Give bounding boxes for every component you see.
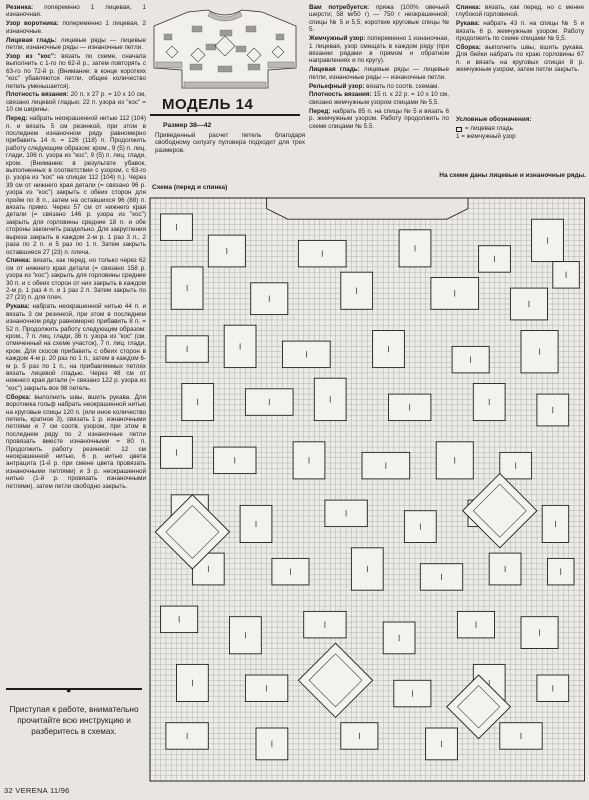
paragraph-text: вязать, как перед, но только через 62 см от нижнего края детали (= связано 158 р. узора из "кос") закрыть для горловины средние 30 п. и с обеих сторон от них закрыть в каждом 2-м р. 1 раз 4 п. и 1 раз 2 п. Затем закрыть по 27 (23) п. для плеч.	[6, 257, 146, 302]
paragraph-heading: Сборка:	[456, 44, 481, 52]
empty-square-icon	[456, 127, 462, 132]
instructions-column-left	[6, 4, 146, 492]
paragraph	[309, 35, 449, 65]
neckline-shape	[267, 198, 468, 219]
paragraph	[6, 4, 146, 19]
paragraph-text: вязать по соотв. схемам.	[364, 82, 440, 90]
paragraph-text: лицевые ряды — лицевые петли, изнаночные ряды — изнаночные петли.	[6, 36, 147, 52]
paragraph-heading: Лицевая гладь:	[6, 36, 57, 44]
knitting-chart	[148, 196, 585, 786]
model-size: Размер 38—42	[163, 122, 212, 129]
paragraph	[456, 20, 584, 42]
paragraph	[309, 83, 449, 90]
model-title: МОДЕЛЬ 14	[162, 96, 254, 113]
legend-item-seed	[456, 133, 584, 140]
paragraph	[309, 91, 449, 106]
paragraph-heading: Плотность вязания:	[309, 91, 372, 99]
paragraph	[6, 91, 146, 113]
bullet-icon: ●	[66, 685, 72, 695]
legend-item-stockinette	[456, 125, 584, 132]
page-footer: 32 VERENA 11/96	[4, 786, 70, 795]
paragraph-text: попеременно 1 изнаночная, 1 лицевая, узор смещать в каждом ряду (при вязании рядами в прямом и обратном направлениях и по кругу).	[309, 35, 450, 65]
paragraph-heading: Лицевая гладь:	[309, 66, 360, 74]
paragraph	[309, 108, 449, 130]
paragraph	[6, 53, 146, 90]
instruction-notice: ● Приступая к работе, внимательно прочитайте всю инструкцию и разберитесь в схемах.	[6, 688, 142, 737]
paragraph-heading: Спинка:	[6, 257, 31, 265]
paragraph-heading: Узор из "кос":	[6, 52, 57, 60]
paragraph	[6, 115, 146, 256]
paragraph	[6, 394, 146, 490]
paragraph-text: набрать 43 п. на спицы № 5 и вязать 6 р. жемчужным узором. Работу продолжить по схеме спицами № 5,5.	[456, 20, 584, 43]
legend-label: 1 = жемчужный узор	[456, 132, 516, 140]
paragraph-text: набрать неокрашенной нитью 44 п. и вязать 3 см резинкой, при этом в последнем изнаночном ряду равномерно прибавить 8 п. = 52 п. Продолжить работу следующим образом: кром., 7 п. лиц. глади, 36 п. узора из "кос" (см. отмеченный на схеме участок), 7 п. лиц. глади, кром. Для скосов прибавить с обеих сторон в каждом 4-м р. 20 раз по 1 п., затем в каждом 6-м р. 5 раз по 1 п., на прибавляемых петлях вязать лицевой гладью. Через 48 см от нижнего края детали (= связано 122 р. узора из "кос") закрыть все 98 петель.	[6, 303, 146, 392]
chart-title: Схема (перед и спинка)	[152, 184, 228, 191]
legend	[456, 116, 584, 140]
paragraph-heading: Перед:	[309, 107, 331, 115]
paragraph-heading: Жемчужный узор:	[309, 35, 366, 43]
paragraph-text: набрать неокрашенной нитью 112 (104) п. и вязать 5 см резинкой, при этом в последнем изнаночном ряду равномерно прибавить 14 п. = 126 (118) п. Продолжить работу следующим образом: кром., 9 (5) п. лиц. глади, 106 п. узора из "кос", 9 (5) п. лиц. глади, кром. (Внимание: в результате убавок, выполненных в соответствии с узором, с 63-го р. узора из "кос" на спицах 112 (104) п.). Через 39 см от нижнего края детали (= связано 96 р. узора из "кос") закрыть с обеих сторон для пройм по 8 п., затем на оставшихся 96 (88) п. вязать прямо. Через 57 см от нижнего края детали (= связано 146 р. узора из "кос") закрыть для горловины средние 18 п. и обе стороны закончить раздельно. Для закругления выреза закрыть в каждом 2-м р. 1 раз 3 п., 2 раза по 2 п. и 5 раз по 1 п. Затем закрыть оставшиеся 27 (23) п. плеча.	[6, 115, 147, 256]
paragraph-text: пряжа (100% овечьей шерсти; 58 м/50 г) — 750 г неокрашенной; спицы № 5 и 5,5; короткие круговые спицы № 5.	[309, 4, 449, 34]
paragraph	[309, 66, 449, 81]
title-rule	[150, 114, 300, 116]
paragraph-heading: Рельефный узор:	[309, 82, 365, 90]
paragraph-text: поперемнно 1 лицевая, 1 изнаночная.	[6, 4, 146, 19]
paragraph-text: 15 п. х 22 р. = 10 х 10 см, связано жемчужным узором спицами № 5,5.	[309, 91, 449, 106]
paragraph-heading: Спинка:	[456, 4, 481, 11]
paragraph-heading: Вам потребуется:	[309, 4, 370, 11]
paragraph	[456, 44, 584, 74]
paragraph-heading: Сборка:	[6, 393, 31, 401]
paragraph-heading: Рукава:	[456, 20, 480, 28]
paragraph-text: 20 п. х 27 р. = 10 х 10 см, связано лицевой гладью; 22 п. узора из "кос" = 10 см ширины.	[6, 91, 146, 114]
paragraph	[6, 257, 146, 301]
paragraph	[6, 20, 146, 35]
paragraph-heading: Узор воротника:	[6, 20, 59, 28]
paragraph-text: выполнить швы, вшить рукава. Для воротника гольф набрать неокрашенной нитью на круговые спицы 120 п. (или иное количество петель, кратное 3), связать 1 р. изнаночными петлями и 7 см соотв. узором, при этом в последнем ряду по 2 изнаночные петли провязать вместе изнаночными = 80 п. Продолжить работу резинкой: 12 см неокрашенной нитью, 6 р. нитью цвета антрацита (1-й р. при смене цвета провязать изнаночными петлями) и 3 р. неокрашенной нитью (1-й р. провязать изнаночными петлями), затем петли свободно закрыть.	[6, 393, 146, 490]
paragraph-heading: Перед:	[6, 115, 28, 123]
paragraph	[309, 4, 449, 34]
instructions-column-right	[456, 4, 584, 75]
paragraph-text: набрать 85 п. на спицы № 5 и вязать 6 р. жемчужным узором. Работу продолжить по схеме спицами № 5,5.	[309, 107, 449, 130]
chart-note: На схеме даны лицевые и изнаночные ряды.	[439, 172, 586, 179]
paragraph-heading: Плотность вязания:	[6, 91, 69, 99]
paragraph	[6, 37, 146, 52]
paragraph	[456, 4, 584, 19]
paragraph	[6, 303, 146, 392]
paragraph-text: вязать, как перед, но с менее глубокой горловиной.	[456, 4, 584, 19]
paragraph-heading: Резинка:	[6, 4, 34, 11]
legend-label: = лицевая гладь	[465, 125, 513, 133]
paragraph-text: выполнить швы, вшить рукава. Для бейки набрать по краю горловины 67 п. и вязать на круговых спицах 8 р. жемчужным узором, затем петли закрыть.	[456, 44, 584, 74]
paragraph-heading: Рукава:	[6, 303, 30, 311]
paragraph-text: вязать по схеме, сначала выполнить с 1-го по 62-й р., затем повторять с 63-го по 72-й р. (Внимание: в конце коротких "кос" убавляются петли, общее количество петель уменьшается).	[6, 52, 146, 90]
sweater-illustration	[150, 4, 300, 90]
model-note: Приведенный расчет петель благодаря свободному силуэту пуловера подходит для трех размеров.	[155, 132, 305, 154]
paragraph-text: лицевые ряды — лицевые петли, изнаночные ряды — изнаночные петли.	[309, 66, 450, 81]
legend-title: Условные обозначения:	[456, 116, 532, 123]
instructions-column-middle	[309, 4, 449, 132]
paragraph-text: попеременно 1 лицевая, 2 изнаночные.	[6, 20, 146, 35]
